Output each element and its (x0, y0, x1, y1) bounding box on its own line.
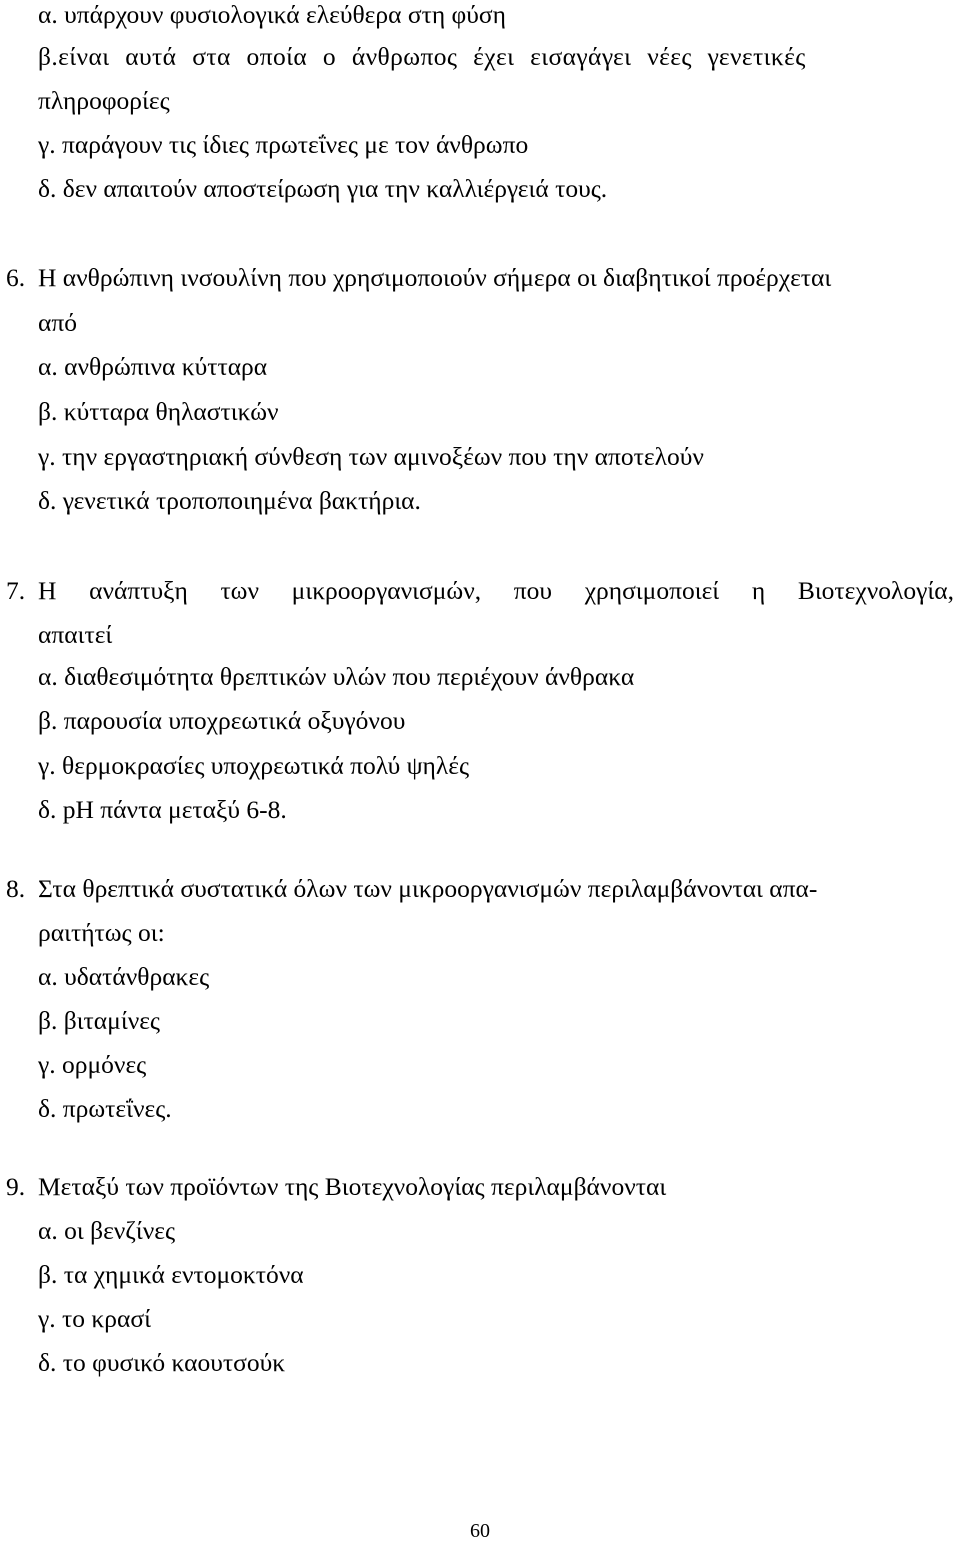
q7-option-c: γ. θερμοκρασίες υποχρεωτικά πολύ ψηλές (38, 751, 470, 780)
question-word: ανάπτυξη (89, 576, 188, 605)
q5-option-b-continued: πληροφορίες (38, 86, 170, 115)
question-word: η (751, 576, 766, 605)
q6-option-d: δ. γενετικά τροποποιημένα βακτήρια. (38, 486, 421, 515)
q5-option-c: γ. παράγουν τις ίδιες πρωτεΐνες με τον άνθρωπο (38, 130, 529, 159)
question-text: Μεταξύ των προϊόντων της Βιοτεχνολογίας περιλαμβάνονται (38, 1172, 667, 1201)
q9-option-a: α. οι βενζίνες (38, 1216, 176, 1245)
q8-option-a: α. υδατάνθρακες (38, 962, 210, 991)
question-text: Στα θρεπτικά συστατικά όλων των μικροοργανισμών περιλαμβάνονται απα- (38, 874, 818, 903)
q9-option-c: γ. το κρασί (38, 1304, 151, 1333)
question-text-continued: από (38, 308, 77, 337)
q5-option-b: β.είναι αυτά στα οποία ο άνθρωπος έχει εισαγάγει νέες γενετικές (38, 42, 806, 71)
question-word: Βιοτεχνολογία, (797, 576, 954, 605)
q8-option-c: γ. ορμόνες (38, 1050, 147, 1079)
q5-option-a: α. υπάρχουν φυσιολογικά ελεύθερα στη φύση (38, 0, 506, 29)
q9-option-b: β. τα χημικά εντομοκτόνα (38, 1260, 304, 1289)
question-word: μικροοργανισμών, (291, 576, 482, 605)
page-number: 60 (470, 1520, 490, 1542)
q6-option-c: γ. την εργαστηριακή σύνθεση των αμινοξέων που την αποτελούν (38, 442, 704, 471)
q6-option-a: α. ανθρώπινα κύτταρα (38, 352, 268, 381)
question-text-continued: απαιτεί (38, 620, 113, 649)
q7-option-a: α. διαθεσιμότητα θρεπτικών υλών που περιέχουν άνθρακα (38, 662, 635, 691)
q5-option-d: δ. δεν απαιτούν αποστείρωση για την καλλιέργειά τους. (38, 174, 608, 203)
question-number: 7. (6, 576, 26, 605)
question-number: 9. (6, 1172, 26, 1201)
q8-option-b: β. βιταμίνες (38, 1006, 161, 1035)
q9-option-d: δ. το φυσικό καουτσούκ (38, 1348, 286, 1377)
question-text-continued: ραιτήτως οι: (38, 918, 165, 947)
question-word: που (513, 576, 553, 605)
q7-option-d: δ. pH πάντα μεταξύ 6-8. (38, 795, 287, 824)
question-text (38, 576, 954, 606)
question-number: 8. (6, 874, 26, 903)
question-word: των (220, 576, 259, 605)
question-number: 6. (6, 263, 26, 292)
question-word: χρησιμοποιεί (584, 576, 720, 605)
q8-option-d: δ. πρωτεΐνες. (38, 1094, 172, 1123)
question-word: Η (38, 576, 57, 605)
q6-option-b: β. κύτταρα θηλαστικών (38, 397, 279, 426)
question-text: Η ανθρώπινη ινσουλίνη που χρησιμοποιούν σήμερα οι διαβητικοί προέρχεται (38, 263, 832, 292)
q7-option-b: β. παρουσία υποχρεωτικά οξυγόνου (38, 706, 406, 735)
